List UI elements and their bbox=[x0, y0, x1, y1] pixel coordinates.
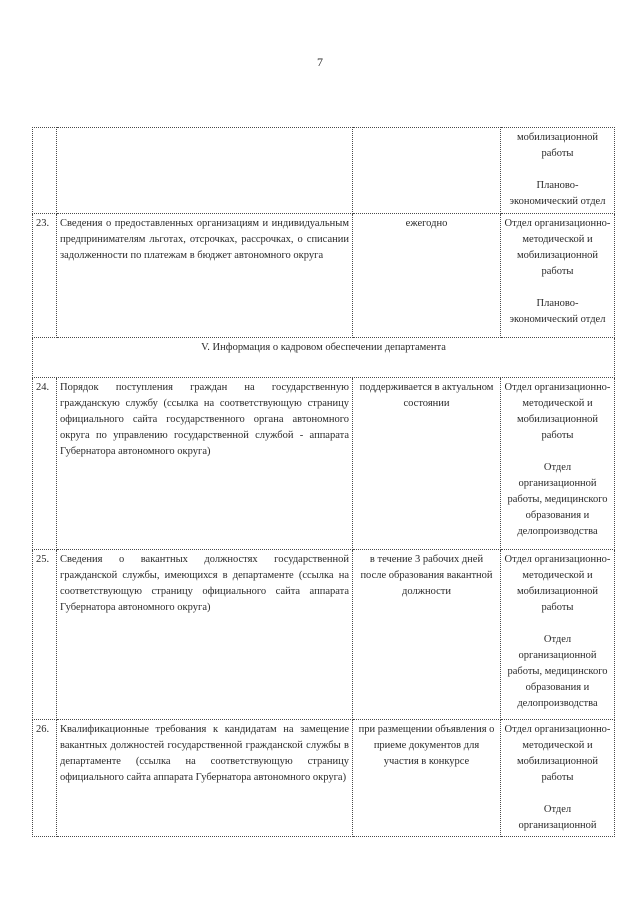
responsible-unit: Отдел организационно-методической и мобилизационной работы bbox=[504, 724, 611, 783]
responsible-unit: Отдел организационно-методической и мобилизационной работы bbox=[504, 382, 611, 441]
row-description: Сведения о предоставленных организациям и индивидуальным предпринимателям льготах, отсрочках, рассрочках, о списании задолженности по платежам в бюджет автономного округа bbox=[57, 214, 353, 338]
row-description bbox=[57, 128, 353, 214]
table-row bbox=[33, 720, 615, 837]
row-term bbox=[353, 128, 501, 214]
row-description: Порядок поступления граждан на государственную гражданскую службу (ссылка на соответствующую страницу официального сайта государственного органа автономного округа по управлению государственной службой - аппарата Губернатора автономного округа) bbox=[57, 378, 353, 550]
row-responsible bbox=[501, 378, 615, 550]
row-term: ежегодно bbox=[353, 214, 501, 338]
row-term: в течение 3 рабочих дней после образования вакантной должности bbox=[353, 550, 501, 720]
row-description: Квалификационные требования к кандидатам на замещение вакантных должностей государственной гражданской службы в департаменте (ссылка на соответствующую страницу официального сайта аппарата Губернатора автономного округа) bbox=[57, 720, 353, 837]
responsible-unit: Отдел организационно-методической и мобилизационной работы bbox=[504, 218, 611, 277]
page-number: 7 bbox=[317, 55, 323, 69]
row-number: 24. bbox=[33, 378, 57, 550]
section-heading: V. Информация о кадровом обеспечении департамента bbox=[33, 338, 615, 378]
row-description: Сведения о вакантных должностях государственной гражданской службы, имеющихся в департаменте (ссылка на соответствующую страницу официального сайта аппарата Губернатора автономного округа) bbox=[57, 550, 353, 720]
row-responsible bbox=[501, 550, 615, 720]
row-number: 26. bbox=[33, 720, 57, 837]
responsible-unit: Отдел организационной bbox=[518, 804, 597, 831]
section-row bbox=[33, 338, 615, 378]
row-responsible bbox=[501, 128, 615, 214]
row-number: 23. bbox=[33, 214, 57, 338]
row-responsible bbox=[501, 720, 615, 837]
responsible-unit: Отдел организационной работы, медицинского образования и делопроизводства bbox=[507, 462, 608, 537]
responsible-unit: Планово-экономический отдел bbox=[509, 298, 606, 325]
table-row bbox=[33, 378, 615, 550]
responsible-unit: Отдел организационно-методической и мобилизационной работы bbox=[504, 554, 611, 613]
document-table bbox=[32, 127, 615, 837]
row-number bbox=[33, 128, 57, 214]
row-term: поддерживается в актуальном состоянии bbox=[353, 378, 501, 550]
responsible-unit: Планово-экономический отдел bbox=[509, 180, 606, 207]
row-responsible bbox=[501, 214, 615, 338]
row-number: 25. bbox=[33, 550, 57, 720]
table-row bbox=[33, 214, 615, 338]
row-term: при размещении объявления о приеме документов для участия в конкурсе bbox=[353, 720, 501, 837]
responsible-unit: мобилизационной работы bbox=[516, 132, 599, 159]
table-row bbox=[33, 128, 615, 214]
table-row bbox=[33, 550, 615, 720]
responsible-unit: Отдел организационной работы, медицинского образования и делопроизводства bbox=[507, 634, 608, 709]
